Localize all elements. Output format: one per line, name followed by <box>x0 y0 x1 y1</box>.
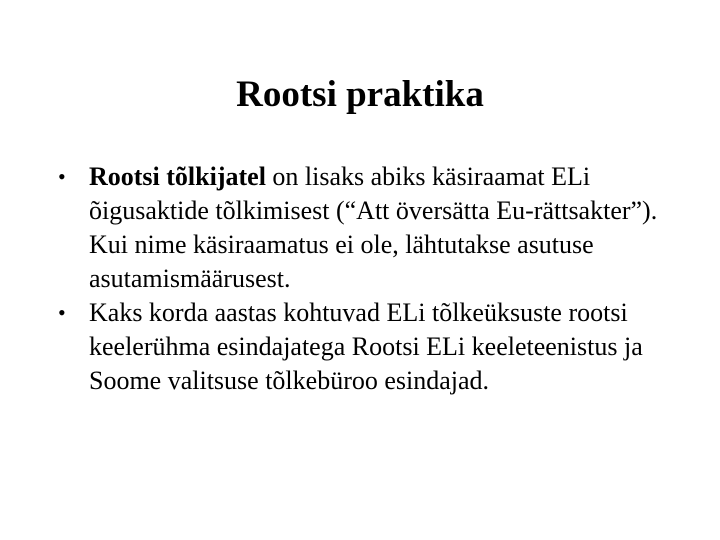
bullet-marker: • <box>58 300 66 325</box>
bullet-lead-bold: Rootsi tõlkijatel <box>89 162 266 191</box>
bullet-item-meetings <box>58 296 658 398</box>
bullet-list <box>58 160 658 398</box>
bullet-item-swedish-translators <box>58 160 658 296</box>
slide-title: Rootsi praktika <box>236 74 484 115</box>
bullet-text: on lisaks abiks käsiraamat ELi õigusaktide tõlkimisest (“Att översätta Eu-rättsakter”). Kui nime käsiraamatus ei ole, lähtutakse asutuse asutamismäärusest. <box>89 162 658 293</box>
bullet-marker: • <box>58 164 66 189</box>
bullet-text: Kaks korda aastas kohtuvad ELi tõlkeüksuste rootsi keelerühma esindajatega Rootsi ELi keeleteenistus ja Soome valitsuse tõlkebüroo esindajad. <box>89 298 643 395</box>
